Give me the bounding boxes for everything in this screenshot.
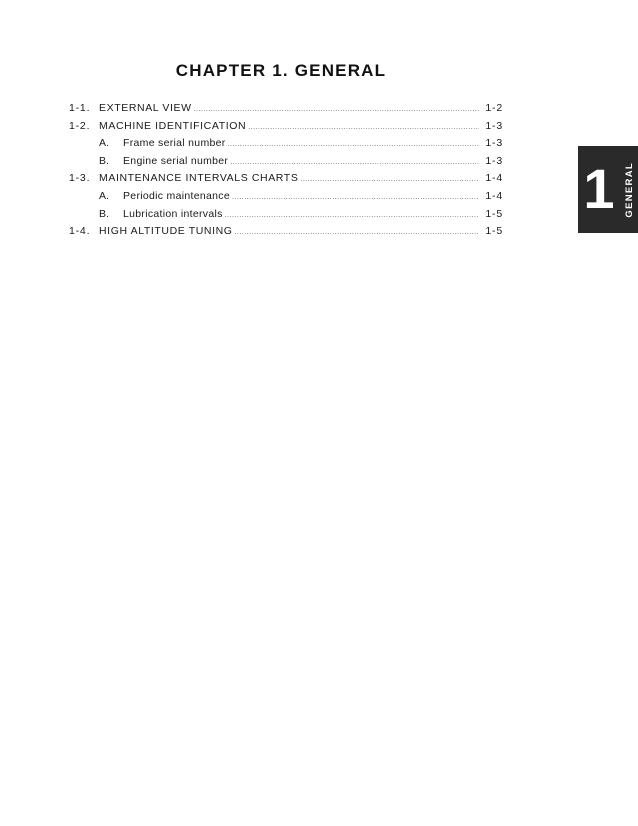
toc-label: Engine serial number bbox=[123, 154, 229, 167]
toc-leader-dots bbox=[235, 224, 479, 242]
toc-number: A. bbox=[99, 137, 109, 150]
toc-number: B. bbox=[99, 154, 109, 167]
toc-entry-machine-identification[interactable] bbox=[69, 118, 503, 136]
toc-page-number: 1-3 bbox=[485, 154, 503, 167]
toc-leader-dots bbox=[194, 101, 479, 119]
toc-page-number: 1-3 bbox=[485, 137, 503, 150]
toc-number: 1-2. bbox=[69, 119, 91, 132]
toc-entry-external-view[interactable] bbox=[69, 100, 503, 118]
toc-label: Periodic maintenance bbox=[123, 189, 230, 202]
toc-number: A. bbox=[99, 189, 109, 202]
toc-label: Lubrication intervals bbox=[123, 207, 223, 220]
chapter-tab-label-container bbox=[622, 154, 636, 226]
toc-page-number: 1-2 bbox=[485, 102, 503, 114]
toc-leader-dots bbox=[248, 119, 479, 137]
toc-number: 1-1. bbox=[69, 102, 91, 114]
chapter-tab-label: GENERAL bbox=[623, 162, 635, 218]
toc-number: B. bbox=[99, 207, 109, 220]
toc-entry-high-altitude-tuning[interactable] bbox=[69, 223, 503, 241]
toc-leader-dots bbox=[232, 189, 479, 207]
toc-label: MAINTENANCE INTERVALS CHARTS bbox=[99, 172, 299, 185]
toc-page-number: 1-4 bbox=[485, 172, 503, 185]
toc-entry-maintenance-intervals-charts[interactable] bbox=[69, 170, 503, 188]
toc-label: HIGH ALTITUDE TUNING bbox=[99, 225, 233, 238]
toc-page-number: 1-5 bbox=[485, 225, 503, 238]
toc-leader-dots bbox=[225, 207, 479, 225]
table-of-contents bbox=[69, 100, 503, 241]
toc-number: 1-4. bbox=[69, 225, 91, 238]
chapter-tab bbox=[578, 146, 638, 233]
chapter-title: CHAPTER 1. GENERAL bbox=[175, 61, 387, 80]
toc-entry-lubrication-intervals[interactable] bbox=[69, 206, 503, 224]
toc-label: Frame serial number bbox=[123, 137, 226, 150]
toc-label: EXTERNAL VIEW bbox=[99, 102, 192, 114]
toc-leader-dots bbox=[228, 136, 479, 154]
toc-label: MACHINE IDENTIFICATION bbox=[99, 119, 247, 132]
toc-page-number: 1-5 bbox=[485, 207, 503, 220]
toc-page-number: 1-4 bbox=[485, 189, 503, 202]
toc-leader-dots bbox=[300, 171, 479, 189]
toc-page-number: 1-3 bbox=[485, 119, 503, 132]
toc-leader-dots bbox=[230, 154, 479, 172]
chapter-tab-number: 1 bbox=[583, 157, 615, 220]
toc-entry-engine-serial-number[interactable] bbox=[69, 153, 503, 171]
toc-number: 1-3. bbox=[69, 172, 91, 185]
toc-entry-frame-serial-number[interactable] bbox=[69, 135, 503, 153]
toc-entry-periodic-maintenance[interactable] bbox=[69, 188, 503, 206]
